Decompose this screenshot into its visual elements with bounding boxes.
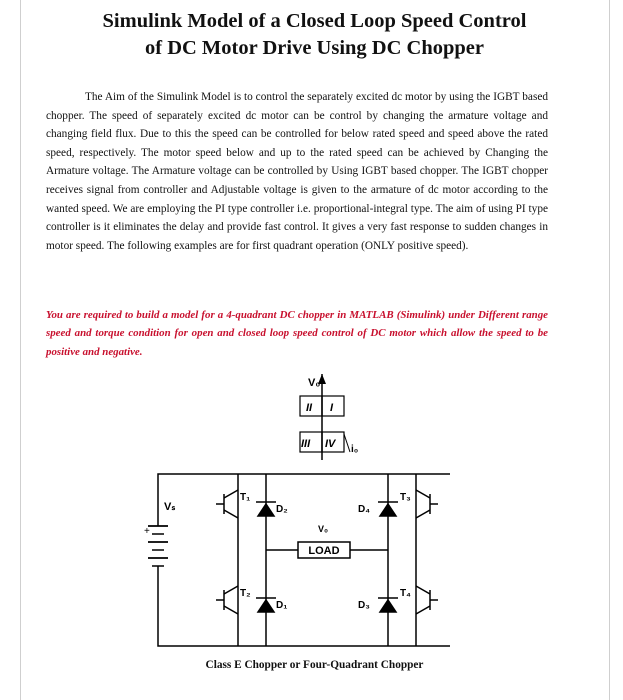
page-left-border — [20, 0, 21, 700]
diode-d3-label: D₃ — [358, 600, 370, 611]
switch-t2-icon — [216, 586, 238, 614]
quadrant-label-4: IV — [325, 438, 336, 450]
switch-t1-label: T₁ — [240, 492, 251, 503]
battery-plus-icon: + — [144, 526, 150, 537]
aim-paragraph — [46, 88, 548, 255]
figure-caption: Class E Chopper or Four-Quadrant Chopper — [205, 659, 424, 671]
quadrant-label-3: III — [301, 438, 311, 450]
diode-d4-label: D₄ — [358, 504, 370, 515]
quadrant-label-2: II — [306, 402, 313, 414]
diode-d4-icon — [378, 502, 398, 516]
i-axis-label: i₀ — [351, 444, 359, 455]
source-voltage-label: Vₛ — [164, 501, 176, 513]
switch-t3-label: T₃ — [400, 492, 411, 503]
switch-t3-icon — [416, 490, 438, 518]
aim-paragraph-text: The Aim of the Simulink Model is to control the separately excited dc motor by using the IGBT based chopper. The speed of separately excited dc motor can be control by changing the armature voltage and changing field flux. Due to this the speed can be controlled for below rated speed and speed above the rated speed, respectively. The motor speed below and up to the rated speed can be achieved by Changing the Armature voltage. The Armature voltage can be controlled by Using IGBT based chopper. The IGBT chopper receives signal from controller and Adjustable voltage is given to the armature of dc motor according to the wanted speed. We are employing the PI type controller i.e. proportional-integral type. The aim of using PI type controller is it eliminates the delay and provide fast control. It gives a very fast response to sudden changes in motor speed. The following examples are for first quadrant operation (ONLY positive speed). — [46, 91, 548, 252]
battery-icon — [148, 526, 168, 566]
switch-t4-label: T₄ — [400, 588, 411, 599]
v-axis-label: V₀ — [308, 377, 321, 389]
task-statement: You are required to build a model for a 4-quadrant DC chopper in MATLAB (Simulink) under Different range speed and torque condition for open and closed loop speed control of DC motor which allow the speed to be positive and negative. — [46, 309, 548, 358]
bottom-rail — [158, 566, 450, 646]
quadrant-diagram — [250, 372, 380, 462]
page-right-border — [609, 0, 610, 700]
diode-d2-label: D₂ — [276, 504, 288, 515]
load-label: LOAD — [308, 545, 340, 557]
chopper-circuit-diagram — [144, 464, 480, 656]
switch-t2-label: T₂ — [240, 588, 251, 599]
load-voltage-label: V₀ — [318, 524, 329, 534]
switch-t4-icon — [416, 586, 438, 614]
i-axis-stub — [344, 434, 350, 452]
document-title — [20, 8, 609, 62]
quadrant-label-1: I — [330, 402, 334, 414]
diode-d1-icon — [256, 598, 276, 612]
switch-t1-icon — [216, 490, 238, 518]
diode-d1-label: D₁ — [276, 600, 288, 611]
title-line-2: of DC Motor Drive Using DC Chopper — [145, 37, 484, 59]
title-line-1: Simulink Model of a Closed Loop Speed Control — [102, 10, 527, 32]
diode-d2-icon — [256, 502, 276, 516]
diode-d3-icon — [378, 598, 398, 612]
